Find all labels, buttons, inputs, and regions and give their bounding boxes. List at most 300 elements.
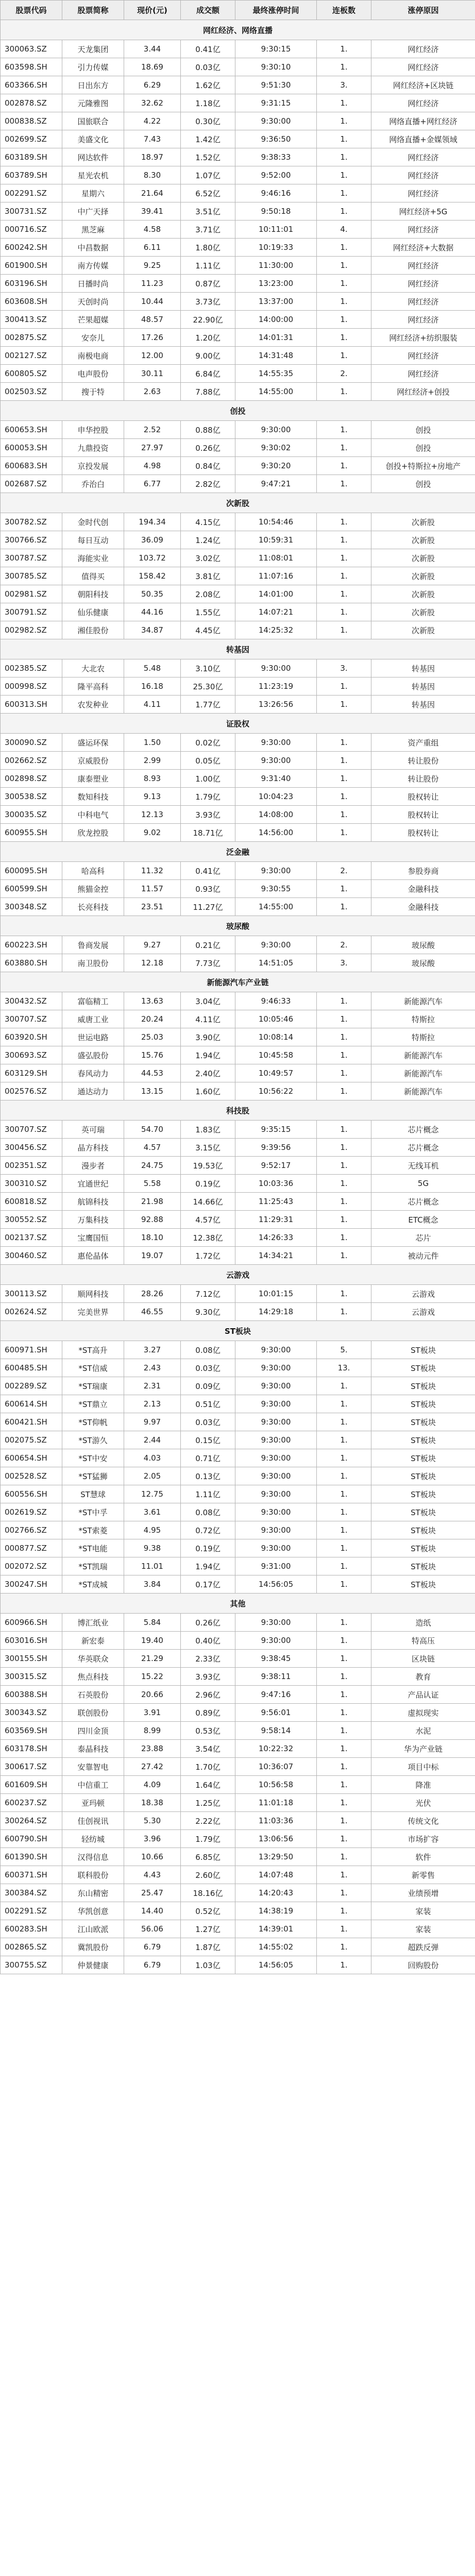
cell-final-limit-time: 9:51:30 — [235, 76, 317, 94]
cell-final-limit-time: 10:04:23 — [235, 788, 317, 806]
table-row — [1, 752, 475, 770]
cell-turnover: 1.79亿 — [181, 1830, 235, 1848]
cell-final-limit-time: 10:56:22 — [235, 1082, 317, 1100]
cell-stock-name: 完美世界 — [62, 1303, 124, 1321]
cell-price: 3.91 — [124, 1704, 181, 1722]
cell-price: 9.25 — [124, 257, 181, 275]
cell-consecutive-boards: 1. — [317, 184, 371, 202]
cell-turnover: 3.73亿 — [181, 293, 235, 311]
cell-turnover: 2.60亿 — [181, 1866, 235, 1884]
cell-stock-name: 欣龙控股 — [62, 824, 124, 842]
cell-final-limit-time: 9:30:02 — [235, 439, 317, 457]
cell-turnover: 1.00亿 — [181, 770, 235, 788]
cell-consecutive-boards: 1. — [317, 1740, 371, 1758]
cell-stock-code: 601609.SH — [1, 1776, 62, 1794]
cell-stock-code: 600421.SH — [1, 1413, 62, 1431]
cell-stock-code: 002898.SZ — [1, 770, 62, 788]
cell-stock-name: 中科电气 — [62, 806, 124, 824]
cell-stock-name: 四川金顶 — [62, 1722, 124, 1740]
cell-price: 18.69 — [124, 58, 181, 76]
cell-limit-reason: 创投+特斯拉+房地产 — [371, 457, 475, 475]
table-row — [1, 659, 475, 677]
cell-turnover: 1.64亿 — [181, 1776, 235, 1794]
table-row — [1, 770, 475, 788]
cell-limit-reason: 网红经济+纺织服装 — [371, 329, 475, 347]
cell-final-limit-time: 14:56:05 — [235, 1575, 317, 1594]
cell-turnover: 4.45亿 — [181, 621, 235, 639]
cell-final-limit-time: 9:30:00 — [235, 1521, 317, 1539]
cell-turnover: 1.94亿 — [181, 1557, 235, 1575]
table-row — [1, 1956, 475, 1974]
cell-turnover: 1.60亿 — [181, 1082, 235, 1100]
cell-stock-name: 京投发展 — [62, 457, 124, 475]
cell-final-limit-time: 9:30:00 — [235, 862, 317, 880]
table-row — [1, 1449, 475, 1467]
cell-consecutive-boards: 1. — [317, 1139, 371, 1157]
cell-price: 28.26 — [124, 1285, 181, 1303]
cell-stock-code: 603178.SH — [1, 1740, 62, 1758]
cell-final-limit-time: 9:30:00 — [235, 659, 317, 677]
cell-stock-code: 002865.SZ — [1, 1938, 62, 1956]
cell-stock-name: 哈高科 — [62, 862, 124, 880]
cell-final-limit-time: 14:34:21 — [235, 1247, 317, 1265]
cell-limit-reason: 业绩预增 — [371, 1884, 475, 1902]
cell-stock-name: 九鼎投资 — [62, 439, 124, 457]
cell-consecutive-boards: 1. — [317, 1794, 371, 1812]
cell-limit-reason: 华为产业链 — [371, 1740, 475, 1758]
cell-price: 3.84 — [124, 1575, 181, 1594]
cell-turnover: 0.87亿 — [181, 275, 235, 293]
cell-consecutive-boards: 1. — [317, 1830, 371, 1848]
cell-final-limit-time: 9:46:16 — [235, 184, 317, 202]
cell-turnover: 0.19亿 — [181, 1175, 235, 1193]
cell-price: 34.87 — [124, 621, 181, 639]
cell-turnover: 3.02亿 — [181, 549, 235, 567]
cell-price: 8.93 — [124, 770, 181, 788]
cell-price: 10.66 — [124, 1848, 181, 1866]
cell-limit-reason: 次新股 — [371, 531, 475, 549]
cell-stock-code: 300063.SZ — [1, 40, 62, 58]
cell-final-limit-time: 14:29:18 — [235, 1303, 317, 1321]
cell-stock-code: 002291.SZ — [1, 184, 62, 202]
cell-turnover: 0.21亿 — [181, 936, 235, 954]
cell-consecutive-boards: 1. — [317, 513, 371, 531]
cell-stock-code: 300384.SZ — [1, 1884, 62, 1902]
cell-price: 50.35 — [124, 585, 181, 603]
cell-final-limit-time: 9:30:00 — [235, 1632, 317, 1650]
table-row — [1, 1740, 475, 1758]
table-row — [1, 112, 475, 130]
section-header-row — [1, 714, 475, 734]
section-title: 玻尿酸 — [1, 916, 475, 936]
table-row — [1, 1650, 475, 1668]
cell-stock-name: 朝阳科技 — [62, 585, 124, 603]
cell-final-limit-time: 9:30:00 — [235, 1431, 317, 1449]
cell-turnover: 0.52亿 — [181, 1902, 235, 1920]
cell-stock-name: 江山欧派 — [62, 1920, 124, 1938]
cell-consecutive-boards: 1. — [317, 1449, 371, 1467]
cell-limit-reason: 水泥 — [371, 1722, 475, 1740]
cell-price: 2.44 — [124, 1431, 181, 1449]
cell-stock-name: 金时代创 — [62, 513, 124, 531]
cell-price: 11.57 — [124, 880, 181, 898]
cell-turnover: 1.18亿 — [181, 94, 235, 112]
cell-stock-code: 300782.SZ — [1, 513, 62, 531]
cell-final-limit-time: 10:45:58 — [235, 1046, 317, 1064]
cell-stock-code: 600223.SH — [1, 936, 62, 954]
cell-stock-code: 600805.SZ — [1, 365, 62, 383]
cell-limit-reason: 创投 — [371, 475, 475, 493]
table-row — [1, 1722, 475, 1740]
table-row — [1, 1539, 475, 1557]
cell-turnover: 0.26亿 — [181, 1614, 235, 1632]
cell-final-limit-time: 9:38:11 — [235, 1668, 317, 1686]
cell-consecutive-boards: 1. — [317, 457, 371, 475]
cell-price: 2.13 — [124, 1395, 181, 1413]
cell-limit-reason: 转基因 — [371, 696, 475, 714]
cell-price: 18.10 — [124, 1229, 181, 1247]
cell-stock-code: 300413.SZ — [1, 311, 62, 329]
cell-stock-code: 603608.SH — [1, 293, 62, 311]
section-title: 其他 — [1, 1594, 475, 1614]
cell-stock-name: 熊猫金控 — [62, 880, 124, 898]
cell-price: 11.23 — [124, 275, 181, 293]
table-row — [1, 329, 475, 347]
cell-final-limit-time: 9:30:00 — [235, 112, 317, 130]
cell-limit-reason: 网红经济 — [371, 148, 475, 166]
cell-price: 4.43 — [124, 1866, 181, 1884]
table-row — [1, 1848, 475, 1866]
cell-stock-code: 600818.SZ — [1, 1193, 62, 1211]
cell-stock-name: 万集科技 — [62, 1211, 124, 1229]
cell-final-limit-time: 14:31:48 — [235, 347, 317, 365]
header-limit-reason: 涨停原因 — [371, 1, 475, 20]
cell-limit-reason: 网红经济 — [371, 221, 475, 239]
cell-stock-code: 000998.SZ — [1, 677, 62, 696]
cell-limit-reason: 芯片 — [371, 1229, 475, 1247]
table-row — [1, 221, 475, 239]
cell-final-limit-time: 14:55:00 — [235, 898, 317, 916]
cell-price: 21.29 — [124, 1650, 181, 1668]
cell-limit-reason: 新能源汽车 — [371, 1046, 475, 1064]
cell-limit-reason: ST板块 — [371, 1539, 475, 1557]
cell-stock-code: 603366.SH — [1, 76, 62, 94]
cell-consecutive-boards: 1. — [317, 148, 371, 166]
table-row — [1, 696, 475, 714]
cell-turnover: 3.93亿 — [181, 806, 235, 824]
cell-final-limit-time: 9:56:01 — [235, 1704, 317, 1722]
cell-stock-code: 300617.SZ — [1, 1758, 62, 1776]
cell-price: 24.75 — [124, 1157, 181, 1175]
section-header-row — [1, 639, 475, 659]
cell-final-limit-time: 14:26:33 — [235, 1229, 317, 1247]
cell-limit-reason: 被动元件 — [371, 1247, 475, 1265]
cell-stock-name: 天龙集团 — [62, 40, 124, 58]
cell-limit-reason: 芯片概念 — [371, 1193, 475, 1211]
cell-stock-name: 乔治白 — [62, 475, 124, 493]
cell-stock-code: 300538.SZ — [1, 788, 62, 806]
cell-stock-code: 600966.SH — [1, 1614, 62, 1632]
cell-stock-code: 002766.SZ — [1, 1521, 62, 1539]
cell-final-limit-time: 11:23:19 — [235, 677, 317, 696]
cell-limit-reason: ST板块 — [371, 1521, 475, 1539]
cell-final-limit-time: 9:30:00 — [235, 1467, 317, 1485]
cell-consecutive-boards: 1. — [317, 275, 371, 293]
cell-limit-reason: 网红经济 — [371, 94, 475, 112]
cell-consecutive-boards: 5. — [317, 1341, 371, 1359]
cell-consecutive-boards: 1. — [317, 1503, 371, 1521]
cell-consecutive-boards: 1. — [317, 1157, 371, 1175]
cell-consecutive-boards: 1. — [317, 621, 371, 639]
table-row — [1, 457, 475, 475]
cell-limit-reason: 芯片概念 — [371, 1139, 475, 1157]
table-row — [1, 76, 475, 94]
table-row — [1, 1557, 475, 1575]
cell-turnover: 0.51亿 — [181, 1395, 235, 1413]
cell-price: 4.09 — [124, 1776, 181, 1794]
cell-stock-code: 600371.SH — [1, 1866, 62, 1884]
cell-limit-reason: 家装 — [371, 1920, 475, 1938]
cell-turnover: 0.03亿 — [181, 58, 235, 76]
cell-final-limit-time: 13:06:56 — [235, 1830, 317, 1848]
cell-consecutive-boards: 1. — [317, 1632, 371, 1650]
cell-stock-code: 002687.SZ — [1, 475, 62, 493]
table-row — [1, 1082, 475, 1100]
cell-final-limit-time: 10:19:33 — [235, 239, 317, 257]
cell-turnover: 0.19亿 — [181, 1539, 235, 1557]
cell-turnover: 1.87亿 — [181, 1938, 235, 1956]
cell-price: 3.96 — [124, 1830, 181, 1848]
cell-stock-name: 安靠智电 — [62, 1758, 124, 1776]
cell-stock-name: 日播时尚 — [62, 275, 124, 293]
cell-turnover: 0.03亿 — [181, 1359, 235, 1377]
cell-turnover: 1.79亿 — [181, 788, 235, 806]
cell-price: 9.97 — [124, 1413, 181, 1431]
cell-stock-name: 康泰塑业 — [62, 770, 124, 788]
table-row — [1, 1776, 475, 1794]
cell-stock-name: 汉得信息 — [62, 1848, 124, 1866]
table-row — [1, 94, 475, 112]
cell-stock-name: 富临精工 — [62, 992, 124, 1010]
cell-price: 7.43 — [124, 130, 181, 148]
table-row — [1, 1285, 475, 1303]
table-row — [1, 806, 475, 824]
cell-stock-name: 数知科技 — [62, 788, 124, 806]
cell-stock-name: 轻纺城 — [62, 1830, 124, 1848]
cell-final-limit-time: 14:01:00 — [235, 585, 317, 603]
cell-stock-code: 600485.SH — [1, 1359, 62, 1377]
cell-consecutive-boards: 1. — [317, 1812, 371, 1830]
cell-final-limit-time: 14:56:00 — [235, 824, 317, 842]
cell-limit-reason: 次新股 — [371, 603, 475, 621]
cell-price: 103.72 — [124, 549, 181, 567]
cell-stock-name: 威唐工业 — [62, 1010, 124, 1028]
cell-turnover: 0.17亿 — [181, 1575, 235, 1594]
cell-limit-reason: ST板块 — [371, 1449, 475, 1467]
cell-limit-reason: 资产重组 — [371, 734, 475, 752]
table-row — [1, 1046, 475, 1064]
table-row — [1, 880, 475, 898]
cell-stock-code: 300035.SZ — [1, 806, 62, 824]
cell-stock-name: 漫步者 — [62, 1157, 124, 1175]
cell-stock-code: 603598.SH — [1, 58, 62, 76]
cell-consecutive-boards: 1. — [317, 293, 371, 311]
cell-consecutive-boards: 1. — [317, 439, 371, 457]
cell-price: 6.11 — [124, 239, 181, 257]
cell-price: 54.70 — [124, 1121, 181, 1139]
cell-stock-name: *ST瑞康 — [62, 1377, 124, 1395]
cell-limit-reason: 网红经济 — [371, 365, 475, 383]
table-row — [1, 1028, 475, 1046]
cell-turnover: 25.30亿 — [181, 677, 235, 696]
cell-stock-name: 鲁商发展 — [62, 936, 124, 954]
cell-final-limit-time: 10:11:01 — [235, 221, 317, 239]
table-row — [1, 1704, 475, 1722]
cell-stock-name: 农发种业 — [62, 696, 124, 714]
cell-stock-code: 603196.SH — [1, 275, 62, 293]
table-row — [1, 1503, 475, 1521]
cell-final-limit-time: 9:30:00 — [235, 1614, 317, 1632]
cell-price: 44.16 — [124, 603, 181, 621]
section-title: 创投 — [1, 401, 475, 421]
cell-consecutive-boards: 1. — [317, 1650, 371, 1668]
cell-final-limit-time: 9:52:00 — [235, 166, 317, 184]
cell-final-limit-time: 9:36:50 — [235, 130, 317, 148]
cell-turnover: 3.10亿 — [181, 659, 235, 677]
cell-price: 10.44 — [124, 293, 181, 311]
cell-stock-code: 300264.SZ — [1, 1812, 62, 1830]
cell-final-limit-time: 10:54:46 — [235, 513, 317, 531]
cell-turnover: 1.42亿 — [181, 130, 235, 148]
cell-final-limit-time: 14:07:48 — [235, 1866, 317, 1884]
cell-limit-reason: 转让股份 — [371, 752, 475, 770]
cell-stock-code: 300766.SZ — [1, 531, 62, 549]
cell-turnover: 7.73亿 — [181, 954, 235, 972]
cell-stock-code: 300460.SZ — [1, 1247, 62, 1265]
cell-stock-name: 国旅联合 — [62, 112, 124, 130]
table-body — [1, 20, 475, 1974]
cell-stock-name: 网达软件 — [62, 148, 124, 166]
cell-stock-code: 300432.SZ — [1, 992, 62, 1010]
cell-turnover: 0.41亿 — [181, 862, 235, 880]
table-row — [1, 677, 475, 696]
table-row — [1, 239, 475, 257]
cell-limit-reason: 次新股 — [371, 621, 475, 639]
section-title: 科技股 — [1, 1100, 475, 1121]
table-row — [1, 439, 475, 457]
cell-price: 6.77 — [124, 475, 181, 493]
cell-price: 13.63 — [124, 992, 181, 1010]
cell-price: 2.52 — [124, 421, 181, 439]
cell-limit-reason: 新能源汽车 — [371, 1082, 475, 1100]
cell-final-limit-time: 14:08:00 — [235, 806, 317, 824]
cell-stock-code: 600653.SH — [1, 421, 62, 439]
cell-limit-reason: 家装 — [371, 1902, 475, 1920]
cell-limit-reason: 特斯拉 — [371, 1010, 475, 1028]
cell-turnover: 0.53亿 — [181, 1722, 235, 1740]
cell-turnover: 6.52亿 — [181, 184, 235, 202]
table-row — [1, 421, 475, 439]
cell-final-limit-time: 9:30:00 — [235, 1503, 317, 1521]
cell-consecutive-boards: 1. — [317, 696, 371, 714]
cell-consecutive-boards: 1. — [317, 1920, 371, 1938]
cell-turnover: 1.55亿 — [181, 603, 235, 621]
cell-stock-code: 002075.SZ — [1, 1431, 62, 1449]
cell-final-limit-time: 9:30:00 — [235, 1395, 317, 1413]
cell-turnover: 0.40亿 — [181, 1632, 235, 1650]
cell-consecutive-boards: 1. — [317, 1938, 371, 1956]
cell-consecutive-boards: 2. — [317, 365, 371, 383]
cell-price: 8.30 — [124, 166, 181, 184]
cell-stock-code: 002662.SZ — [1, 752, 62, 770]
cell-stock-name: 焦点科技 — [62, 1668, 124, 1686]
cell-price: 9.38 — [124, 1539, 181, 1557]
cell-consecutive-boards: 1. — [317, 1303, 371, 1321]
cell-price: 4.03 — [124, 1449, 181, 1467]
cell-limit-reason: 5G — [371, 1175, 475, 1193]
cell-stock-name: 京威股份 — [62, 752, 124, 770]
cell-turnover: 2.08亿 — [181, 585, 235, 603]
cell-turnover: 18.16亿 — [181, 1884, 235, 1902]
cell-stock-name: *ST游久 — [62, 1431, 124, 1449]
table-row — [1, 1794, 475, 1812]
cell-stock-name: 搜于特 — [62, 383, 124, 401]
cell-final-limit-time: 9:30:10 — [235, 58, 317, 76]
table-row — [1, 1395, 475, 1413]
cell-stock-name: *ST中安 — [62, 1449, 124, 1467]
cell-turnover: 1.72亿 — [181, 1247, 235, 1265]
cell-stock-code: 600971.SH — [1, 1341, 62, 1359]
cell-stock-code: 600654.SH — [1, 1449, 62, 1467]
cell-price: 3.27 — [124, 1341, 181, 1359]
cell-stock-name: 黑芝麻 — [62, 221, 124, 239]
cell-price: 6.79 — [124, 1956, 181, 1974]
cell-stock-name: 每日互动 — [62, 531, 124, 549]
cell-consecutive-boards: 1. — [317, 1848, 371, 1866]
cell-final-limit-time: 9:39:56 — [235, 1139, 317, 1157]
cell-price: 6.79 — [124, 1938, 181, 1956]
cell-final-limit-time: 14:55:00 — [235, 383, 317, 401]
cell-stock-code: 603129.SH — [1, 1064, 62, 1082]
cell-final-limit-time: 9:30:00 — [235, 1539, 317, 1557]
cell-final-limit-time: 14:25:32 — [235, 621, 317, 639]
cell-limit-reason: ST板块 — [371, 1557, 475, 1575]
cell-final-limit-time: 10:59:31 — [235, 531, 317, 549]
cell-stock-code: 002528.SZ — [1, 1467, 62, 1485]
cell-limit-reason: 软件 — [371, 1848, 475, 1866]
cell-turnover: 1.20亿 — [181, 329, 235, 347]
cell-stock-name: 航锦科技 — [62, 1193, 124, 1211]
table-row — [1, 862, 475, 880]
cell-stock-name: *ST猛狮 — [62, 1467, 124, 1485]
cell-price: 4.22 — [124, 112, 181, 130]
cell-stock-code: 300791.SZ — [1, 603, 62, 621]
cell-turnover: 0.26亿 — [181, 439, 235, 457]
table-row — [1, 567, 475, 585]
cell-final-limit-time: 10:08:14 — [235, 1028, 317, 1046]
section-header-row — [1, 1594, 475, 1614]
cell-limit-reason: 云游戏 — [371, 1285, 475, 1303]
cell-turnover: 1.11亿 — [181, 1485, 235, 1503]
header-final-limit-time: 最终涨停时间 — [235, 1, 317, 20]
cell-consecutive-boards: 3. — [317, 954, 371, 972]
cell-final-limit-time: 11:30:00 — [235, 257, 317, 275]
cell-turnover: 0.41亿 — [181, 40, 235, 58]
cell-price: 12.00 — [124, 347, 181, 365]
cell-stock-name: 盛运环保 — [62, 734, 124, 752]
table-row — [1, 603, 475, 621]
cell-limit-reason: 产品认证 — [371, 1686, 475, 1704]
